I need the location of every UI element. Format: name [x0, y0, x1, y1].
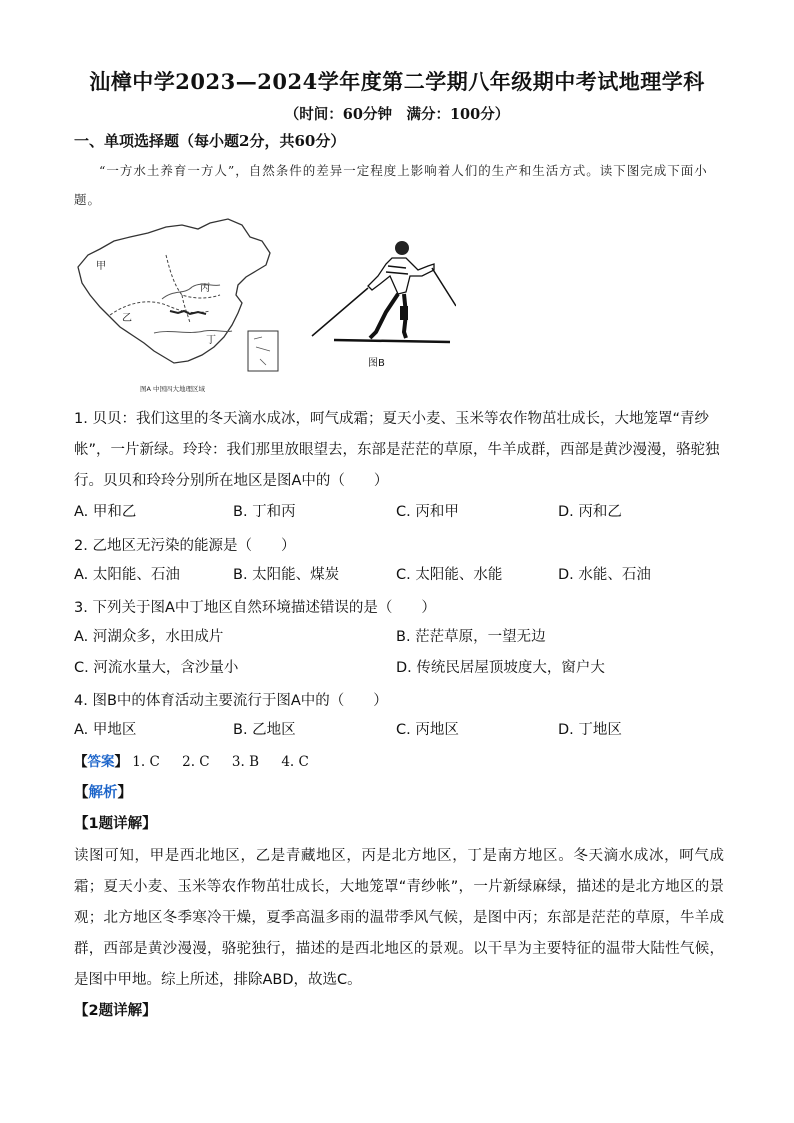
label-ding: 丁: [206, 335, 216, 346]
analysis-heading: 【解析】: [74, 785, 132, 801]
page-title: 汕樟中学2023—2024学年度第二学期八年级期中考试地理学科: [89, 69, 705, 94]
answer-item: 1. C: [132, 754, 160, 770]
detail-2-label: 2题详解: [88, 1003, 143, 1019]
question-4-option-b[interactable]: B. 乙地区: [233, 722, 296, 738]
question-1-option-c[interactable]: C. 丙和甲: [396, 504, 459, 520]
question-1-option-d[interactable]: D. 丙和乙: [558, 504, 622, 520]
question-4-option-d[interactable]: D. 丁地区: [558, 722, 622, 738]
answer-item: 4. C: [281, 754, 309, 770]
question-3-option-a[interactable]: A. 河湖众多，水田成片: [74, 629, 224, 645]
south-sea-inset: [248, 331, 278, 371]
question-3-stem: 3. 下列关于图A中丁地区自然环境描述错误的是（ ）: [74, 600, 436, 616]
question-2-stem: 2. 乙地区无污染的能源是（ ）: [74, 538, 296, 554]
qinling-line: [170, 311, 206, 314]
question-2-option-b[interactable]: B. 太阳能、煤炭: [233, 567, 340, 583]
figure-a-caption: 图A 中国四大地理区域: [140, 385, 206, 393]
region-boundary: [182, 295, 190, 323]
question-1-stem: 1. 贝贝：我们这里的冬天滴水成冰，呵气成霜；夏天小麦、玉米等农作物茁壮成长，大地笼罩“青纱帐”，一片新绿。玲玲：我们那里放眼望去，东部是茫茫的草原，牛羊成群，西部是黄沙漫漫，骆驼独行。贝贝和玲玲分别所在地区是图A中的（ ）: [74, 411, 720, 489]
detail-2-heading: 【2题详解】: [74, 1003, 157, 1019]
question-2-option-d[interactable]: D. 水能、石油: [558, 567, 651, 583]
exam-info: （时间：60分钟 满分：100分）: [284, 106, 510, 123]
question-1-option-a[interactable]: A. 甲和乙: [74, 504, 137, 520]
region-boundary: [166, 255, 220, 298]
question-2-option-a[interactable]: A. 太阳能、石油: [74, 567, 180, 583]
ski-pole: [312, 288, 368, 336]
china-regions-map: [70, 215, 298, 395]
detail-1-label: 1题详解: [88, 816, 143, 832]
skier-body: [368, 258, 434, 294]
question-2-option-c[interactable]: C. 太阳能、水能: [396, 567, 503, 583]
detail-1-text: 读图可知，甲是西北地区，乙是青藏地区，丙是北方地区，丁是南方地区。冬天滴水成冰，呵气成霜；夏天小麦、玉米等农作物茁壮成长，大地笼罩“青纱帐”，一片新绿麻绿，描述的是北方地区的景观；北方地区冬季寒冷干燥，夏季高温多雨的温带季风气候，是图中丙；东部是茫茫的草原，牛羊成群，西部是黄沙漫漫，骆驼独行，描述的是西北地区的景观。以干旱为主要特征的温带大陆性气候，是图中甲地。综上所述，排除ABD，故选C。: [74, 848, 724, 988]
question-4-option-c[interactable]: C. 丙地区: [396, 722, 459, 738]
answer-label: 答案: [87, 754, 115, 770]
intro-paragraph: “一方水土养育一方人”，自然条件的差异一定程度上影响着人们的生产和生活方式。读下图完成下面小题。: [74, 163, 708, 207]
figure-b-caption: 图B: [368, 358, 385, 369]
section-heading: 一、单项选择题（每小题2分，共60分）: [74, 132, 346, 150]
detail-1-heading: 【1题详解】: [74, 816, 157, 832]
question-1-option-b[interactable]: B. 丁和丙: [233, 504, 296, 520]
label-jia: 甲: [96, 261, 106, 272]
question-3-option-c[interactable]: C. 河流水量大，含沙量小: [74, 660, 239, 676]
label-yi: 乙: [122, 313, 132, 324]
answer-line: 【答案】 1. C 2. C 3. B 4. C: [74, 754, 309, 770]
ski: [334, 340, 450, 342]
answer-item: 2. C: [182, 754, 210, 770]
question-3-option-d[interactable]: D. 传统民居屋顶坡度大，窗户大: [396, 660, 605, 676]
yangtze-river: [154, 330, 232, 333]
question-3-option-b[interactable]: B. 茫茫草原，一望无边: [396, 629, 546, 645]
label-bing: 丙: [200, 283, 210, 294]
china-outline: [78, 219, 270, 363]
answer-item: 3. B: [231, 754, 260, 770]
ski-pole: [432, 268, 456, 306]
skier-figure: [306, 236, 456, 371]
analysis-label: 解析: [88, 785, 118, 801]
question-4-stem: 4. 图B中的体育活动主要流行于图A中的（ ）: [74, 693, 388, 709]
question-4-option-a[interactable]: A. 甲地区: [74, 722, 137, 738]
skier-head: [395, 241, 409, 255]
